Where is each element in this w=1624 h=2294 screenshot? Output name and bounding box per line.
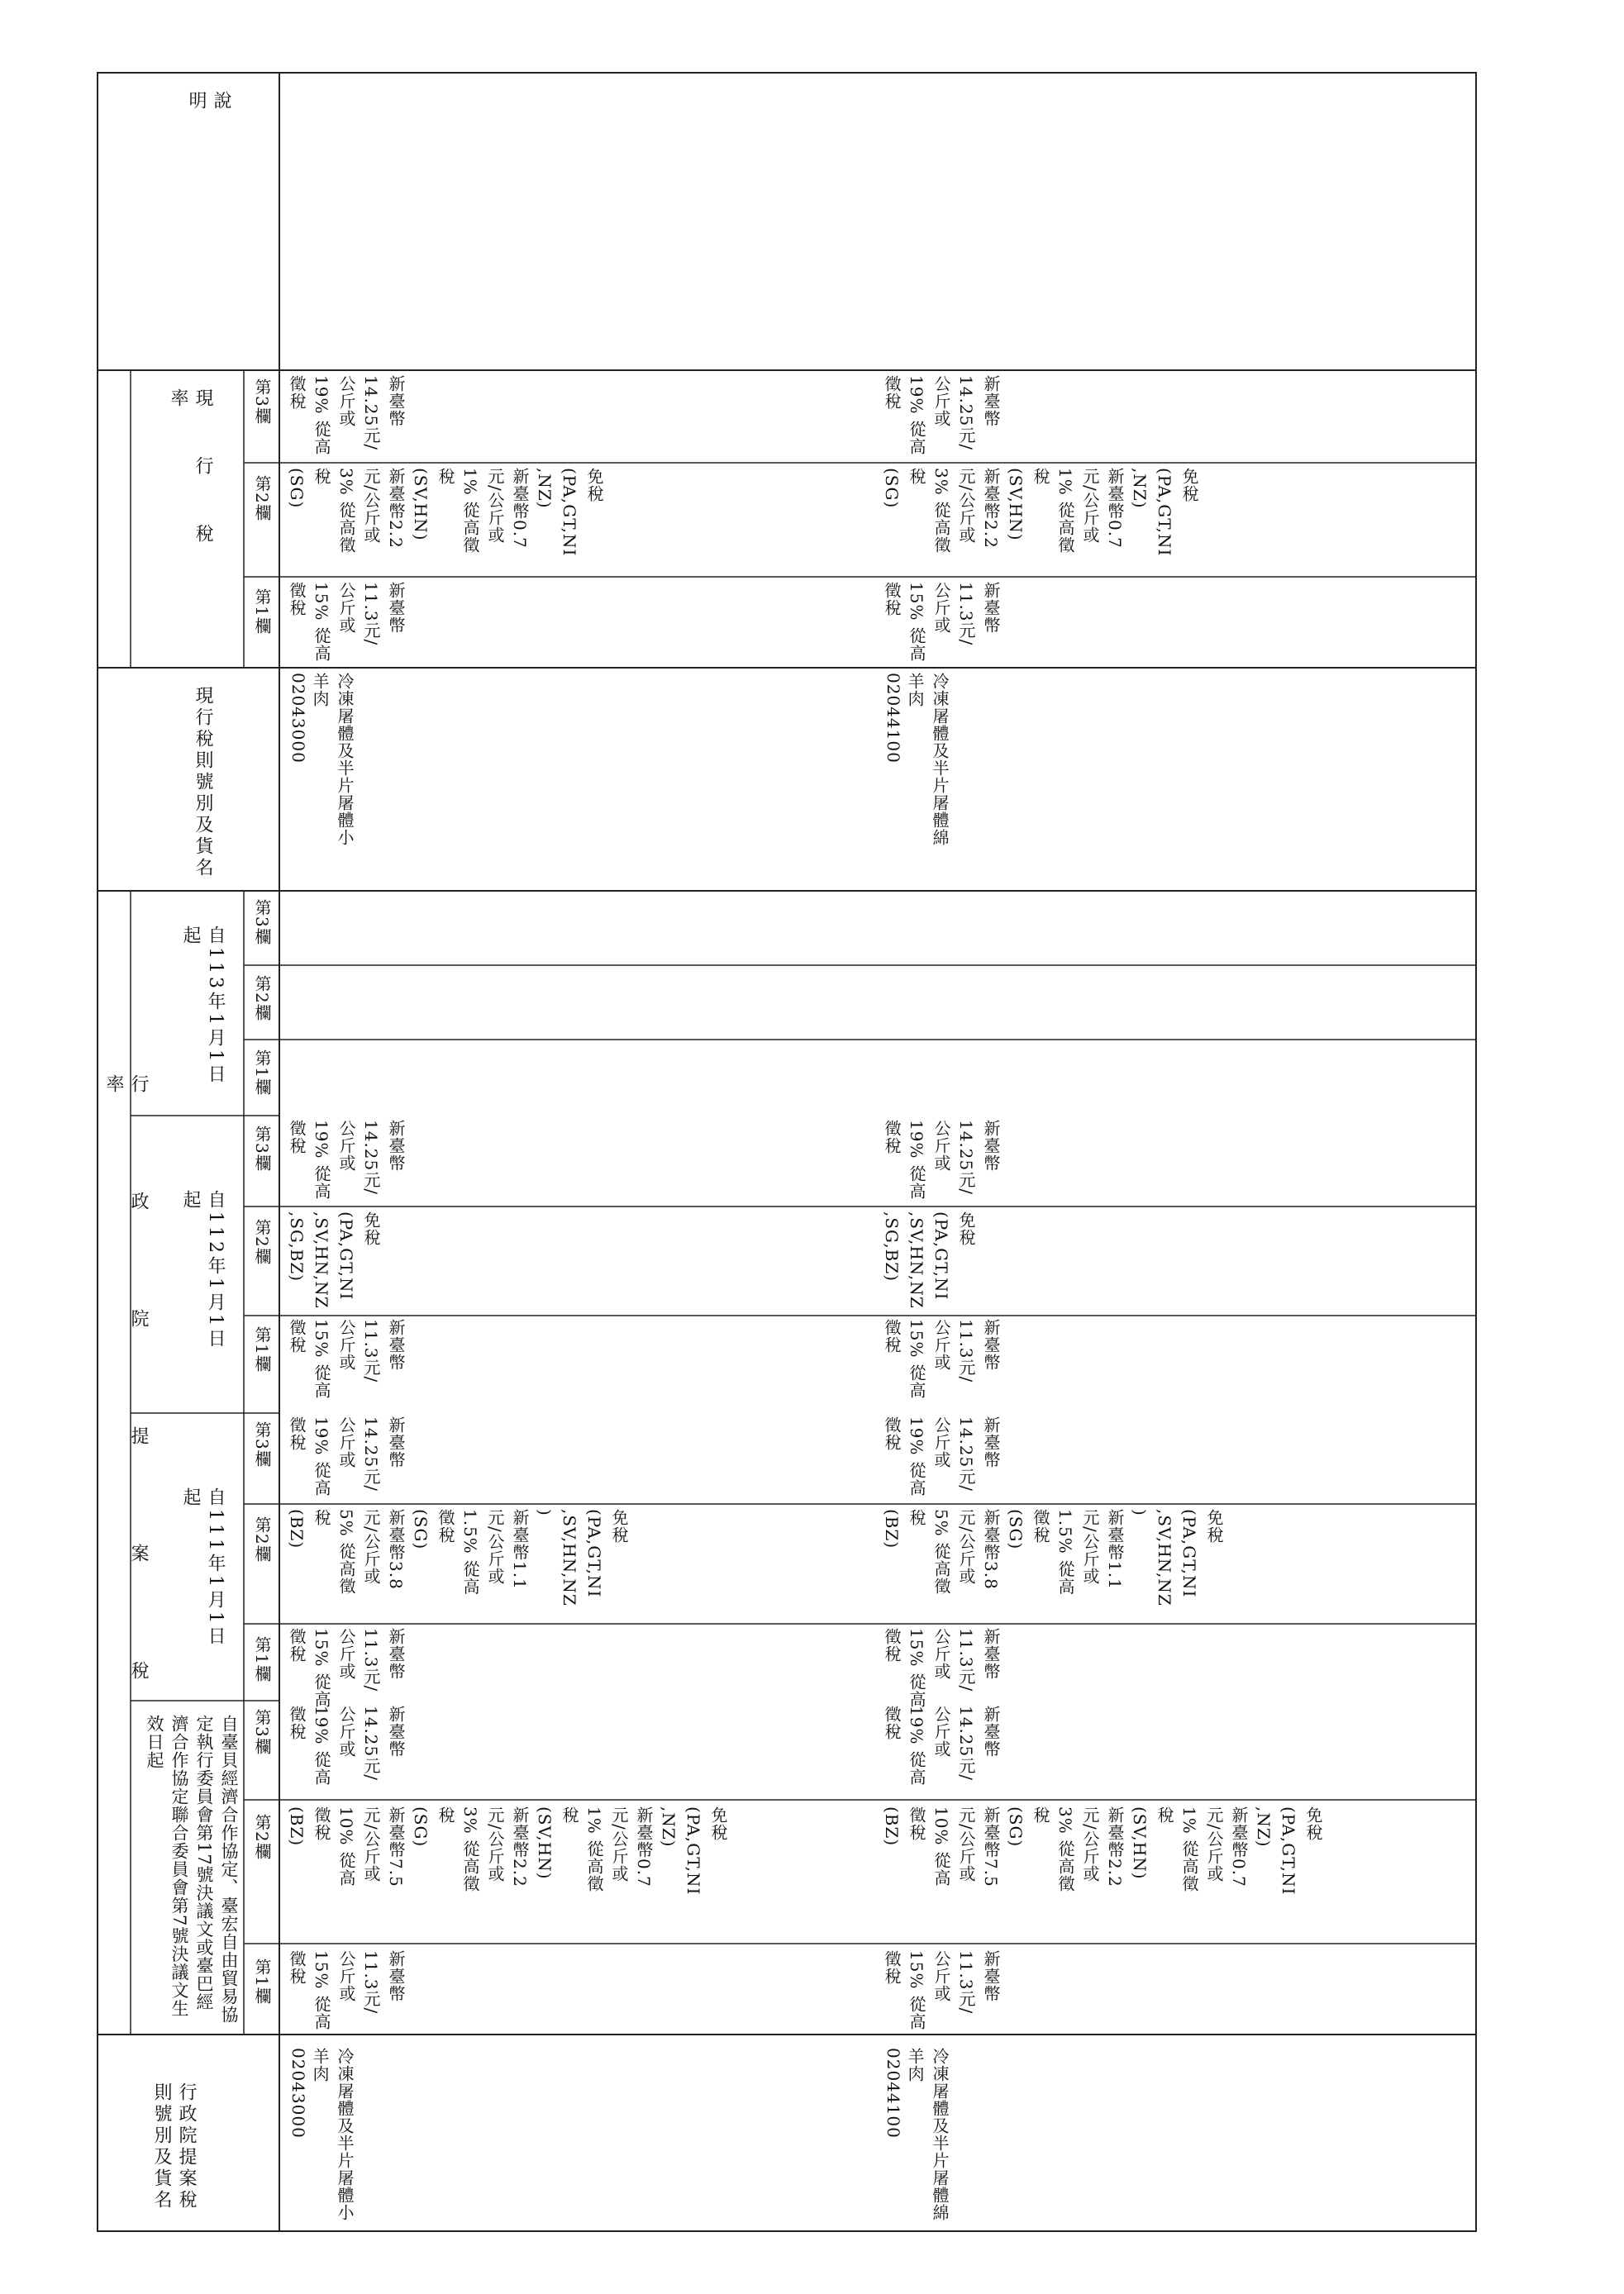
- row1-2022-col1: 新臺幣 11.3元/ 公斤或 15% 從高 徵稅: [287, 1628, 406, 1708]
- row2-2023-col3: 新臺幣 14.25元/ 公斤或 19% 從高 徵稅: [882, 1120, 1001, 1200]
- current-col1-header: 第1欄: [252, 588, 272, 635]
- period-2022-header: 自111年1月1日起: [180, 1487, 226, 1648]
- row2-2022-col1: 新臺幣 11.3元/ 公斤或 15% 從高 徵稅: [882, 1628, 1001, 1708]
- agreement-col3-header: 第3欄: [252, 1709, 272, 1755]
- agreement-col2-header: 第2欄: [252, 1814, 272, 1860]
- p2024-col3-header: 第3欄: [252, 899, 272, 945]
- row1-current-col1: 新臺幣 11.3元/ 公斤或 15% 從高 徵稅: [287, 582, 406, 662]
- p2023-col1-header: 第1欄: [252, 1326, 272, 1373]
- current-rates-header: 現行稅率: [168, 388, 213, 592]
- row1-agreement-col1: 新臺幣 11.3元/ 公斤或 15% 從高 徵稅: [287, 1950, 406, 2030]
- row2-2023-col1: 新臺幣 11.3元/ 公斤或 15% 從高 徵稅: [882, 1319, 1001, 1399]
- row1-2023-col2: 免稅 (PA,GT,NI ,SV,HN,NZ ,SG,BZ): [287, 1211, 381, 1309]
- row2-current-col3: 新臺幣 14.25元/ 公斤或 19% 從高 徵稅: [882, 375, 1001, 455]
- row1-current-desc: 冷凍屠體及半片屠體小羊肉: [310, 673, 355, 846]
- row1-agreement-col2: 免稅 (PA,GT,NI ,NZ) 新臺幣0.7 元/公斤或 1% 從高徵 稅 (SV,HN) 新臺幣2.2 元/公斤或 3% 從高徵 稅 (SG) 新臺幣7.5 元/公斤或 10% 從高 徵稅 (BZ): [287, 1806, 728, 1896]
- row1-proposed-code: 02043000: [288, 2048, 308, 2139]
- current-tariff-header: 現行稅則號別及貨名: [193, 686, 213, 879]
- p2022-col3-header: 第3欄: [252, 1421, 272, 1468]
- p2022-col2-header: 第2欄: [252, 1516, 272, 1563]
- row1-current-col2: 免稅 (PA,GT,NI ,NZ) 新臺幣0.7 元/公斤或 1% 從高徵 稅 (SV,HN) 新臺幣2.2 元/公斤或 3% 從高徵 稅 (SG): [287, 468, 604, 557]
- agreement-col1-header: 第1欄: [252, 1958, 272, 2005]
- row1-2023-col1: 新臺幣 11.3元/ 公斤或 15% 從高 徵稅: [287, 1319, 406, 1399]
- row2-agreement-col3: 新臺幣 14.25元/ 公斤或 19% 從高 徵稅: [882, 1706, 1001, 1786]
- row2-current-col1: 新臺幣 11.3元/ 公斤或 15% 從高 徵稅: [882, 582, 1001, 662]
- current-col2-header: 第2欄: [252, 475, 272, 521]
- row1-agreement-col3: 新臺幣 14.25元/ 公斤或 19% 從高 徵稅: [287, 1706, 406, 1786]
- p2024-col2-header: 第2欄: [252, 975, 272, 1021]
- remarks-header: 說明: [186, 91, 231, 316]
- row1-current-code: 02043000: [288, 673, 308, 764]
- row1-current-col3: 新臺幣 14.25元/ 公斤或 19% 從高 徵稅: [287, 375, 406, 455]
- row2-2023-col2: 免稅 (PA,GT,NI ,SV,HN,NZ ,SG,BZ): [882, 1211, 976, 1309]
- row2-current-code: 02044100: [883, 673, 903, 764]
- row1-2023-col3: 新臺幣 14.25元/ 公斤或 19% 從高 徵稅: [287, 1120, 406, 1200]
- p2023-col2-header: 第2欄: [252, 1219, 272, 1265]
- row1-2022-col3: 新臺幣 14.25元/ 公斤或 19% 從高 徵稅: [287, 1416, 406, 1497]
- row2-agreement-col2: 免稅 (PA,GT,NI ,NZ) 新臺幣0.7 元/公斤或 1% 從高徵 稅 (SV,HN) 新臺幣2.2 元/公斤或 3% 從高徵 稅 (SG) 新臺幣7.5 元/公斤或 10% 從高 徵稅 (BZ): [882, 1806, 1323, 1896]
- p2023-col3-header: 第3欄: [252, 1126, 272, 1172]
- row2-proposed-desc: 冷凍屠體及半片屠體綿羊肉: [905, 2048, 950, 2221]
- period-2023-header: 自112年1月1日起: [180, 1190, 226, 1350]
- row1-proposed-desc: 冷凍屠體及半片屠體小羊肉: [310, 2048, 355, 2221]
- p2022-col1-header: 第1欄: [252, 1636, 272, 1682]
- proposed-tariff-header: 行政院提案稅則號別及貨名: [151, 2082, 197, 2211]
- row2-2022-col3: 新臺幣 14.25元/ 公斤或 19% 從高 徵稅: [882, 1416, 1001, 1497]
- p2024-col1-header: 第1欄: [252, 1049, 272, 1096]
- period-2024-header: 自113年1月1日起: [180, 926, 226, 1086]
- current-col3-header: 第3欄: [252, 378, 272, 425]
- row2-current-col2: 免稅 (PA,GT,NI ,NZ) 新臺幣0.7 元/公斤或 1% 從高徵 稅 (SV,HN) 新臺幣2.2 元/公斤或 3% 從高徵 稅 (SG): [882, 468, 1199, 557]
- row1-2022-col2: 免稅 (PA,GT,NI ,SV,HN,NZ ) 新臺幣1.1 元/公斤或 1.5% 從高 徵稅 (SG) 新臺幣3.8 元/公斤或 5% 從高徵 稅 (BZ): [287, 1509, 629, 1606]
- agreement-period-header: 自臺貝經濟合作協定、臺宏自由貿易協定執行委員會第17號決議文或臺巴經濟合作協定聯合委員會第7號決議文生效日起: [145, 1715, 239, 2024]
- row2-agreement-col1: 新臺幣 11.3元/ 公斤或 15% 從高 徵稅: [882, 1950, 1001, 2030]
- proposed-rates-header: 行政院提案稅率: [103, 1074, 149, 1778]
- row2-current-desc: 冷凍屠體及半片屠體綿羊肉: [905, 673, 950, 846]
- row2-proposed-code: 02044100: [883, 2048, 903, 2139]
- row2-2022-col2: 免稅 (PA,GT,NI ,SV,HN,NZ ) 新臺幣1.1 元/公斤或 1.5% 從高 徵稅 (SG) 新臺幣3.8 元/公斤或 5% 從高徵 稅 (BZ): [882, 1509, 1224, 1606]
